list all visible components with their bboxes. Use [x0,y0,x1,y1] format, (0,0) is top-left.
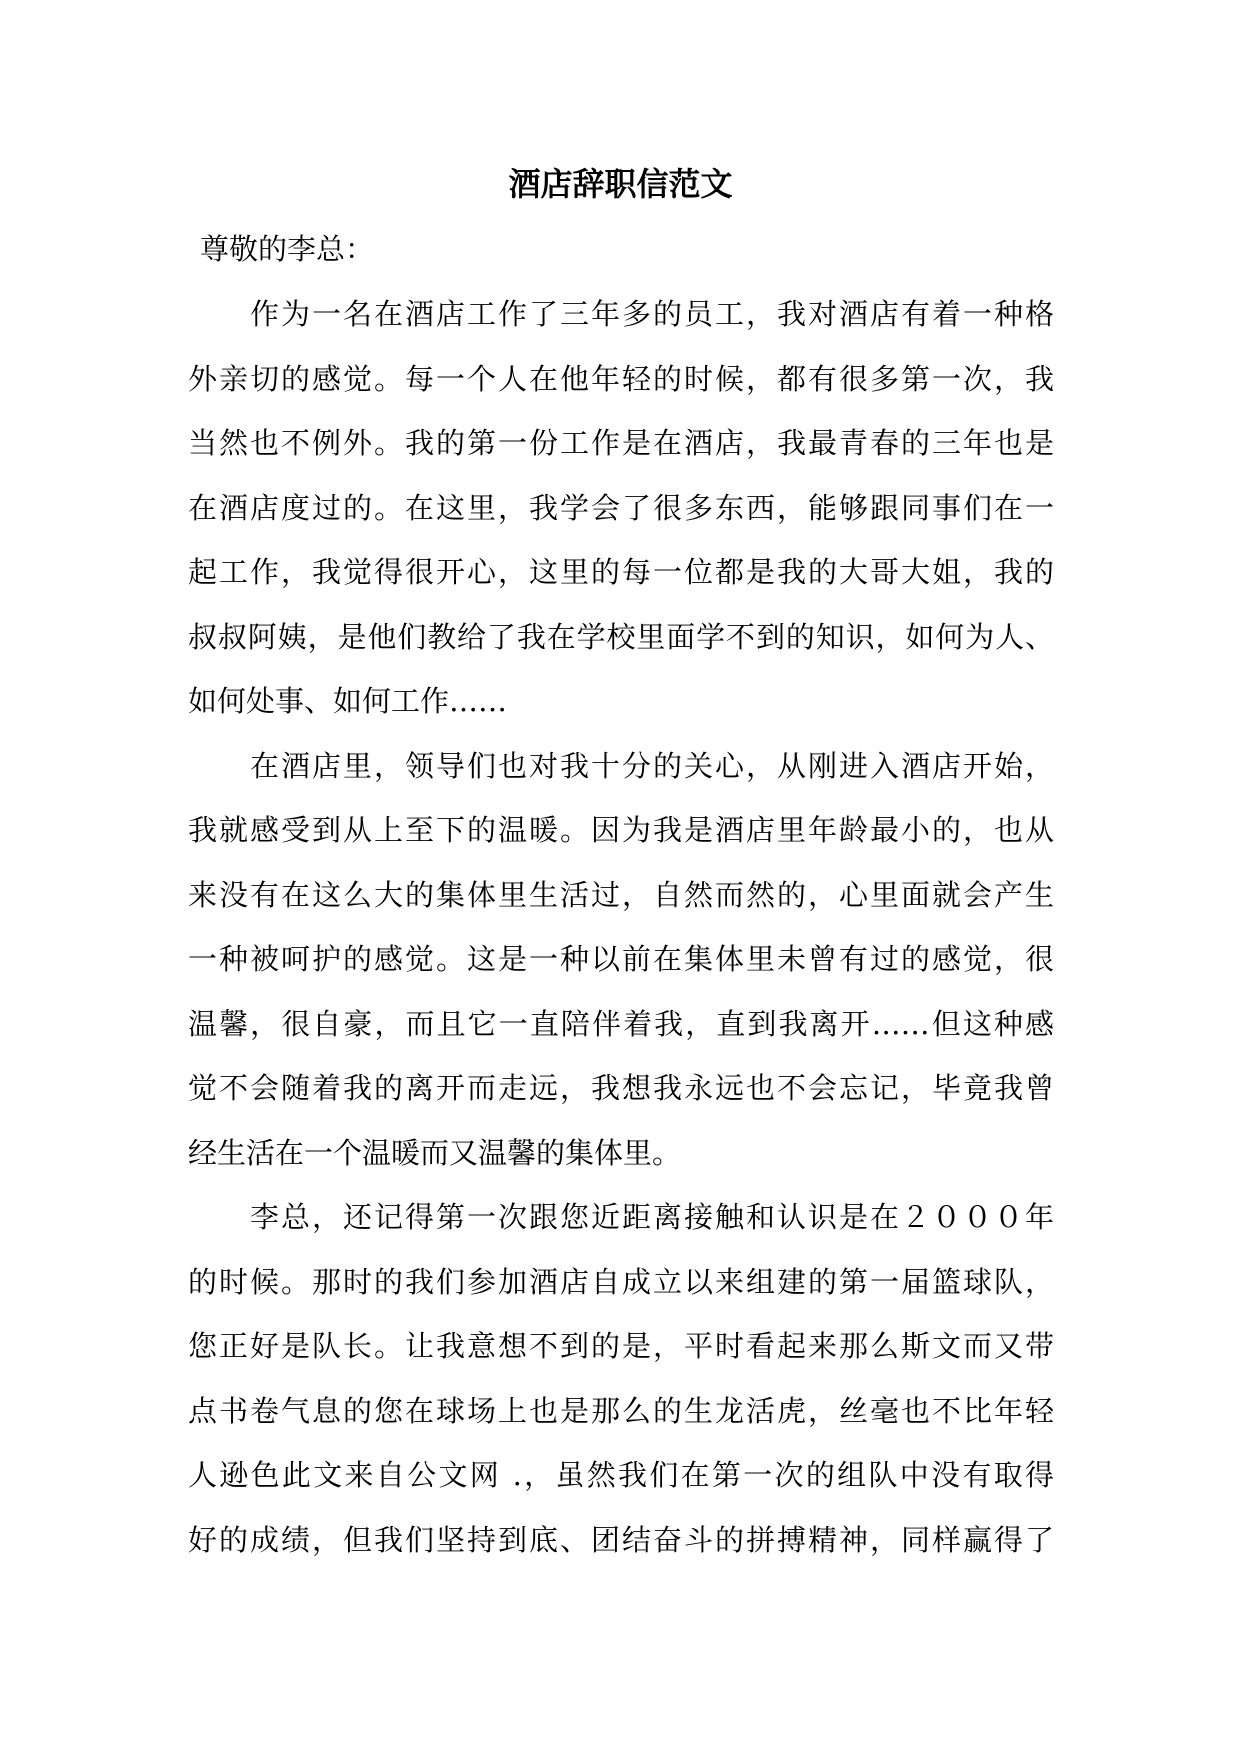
text-line: 当然也不例外。我的第一份工作是在酒店，我最青春的三年也是 [188,426,1054,460]
text-line: 点书卷气息的您在球场上也是那么的生龙活虎，丝毫也不比年轻 [188,1393,1054,1428]
text-line: 温馨，很自豪，而且它一直陪伴着我，直到我离开……但这种感 [188,1006,1054,1041]
text-line: 在酒店里，领导们也对我十分的关心，从刚进入酒店开始， [250,748,1054,783]
text-line: 在酒店度过的。在这里，我学会了很多东西，能够跟同事们在一 [188,490,1054,525]
text-line: 作为一名在酒店工作了三年多的员工，我对酒店有着一种格 [250,297,1054,331]
text-line: 经生活在一个温暖而又温馨的集体里。 [188,1135,682,1170]
text-line: 外亲切的感觉。每一个人在他年轻的时候，都有很多第一次，我 [188,361,1054,396]
paragraph-2 [188,734,1054,1186]
text-line: 觉不会随着我的离开而走远，我想我永远也不会忘记，毕竟我曾 [188,1071,1054,1105]
text-line: 的时候。那时的我们参加酒店自成立以来组建的第一届篮球队， [188,1264,1054,1299]
paragraph-1 [188,282,1054,734]
document-title: 酒店辞职信范文 [508,165,733,203]
text-line: 我就感受到从上至下的温暖。因为我是酒店里年龄最小的，也从 [188,813,1054,847]
text-line: 您正好是队长。让我意想不到的是，平时看起来那么斯文而又带 [188,1329,1054,1363]
text-line: 李总，还记得第一次跟您近距离接触和认识是在２０００年 [250,1200,1054,1234]
paragraph-3 [188,1185,1054,1572]
text-line: 如何处事、如何工作…… [188,684,508,718]
text-line: 来没有在这么大的集体里生活过，自然而然的，心里面就会产生 [188,877,1054,912]
text-line: 人逊色此文来自公文网 .，虽然我们在第一次的组队中没有取得 [188,1458,1054,1492]
letter-body [188,282,1054,1572]
salutation: 尊敬的李总： [200,232,375,266]
text-line: 起工作，我觉得很开心，这里的每一位都是我的大哥大姐，我的 [188,555,1054,589]
text-line: 一种被呵护的感觉。这是一种以前在集体里未曾有过的感觉，很 [188,942,1054,976]
text-line: 叔叔阿姨，是他们教给了我在学校里面学不到的知识，如何为人、 [188,619,1054,654]
text-line: 好的成绩，但我们坚持到底、团结奋斗的拼搏精神，同样赢得了 [188,1522,1054,1557]
